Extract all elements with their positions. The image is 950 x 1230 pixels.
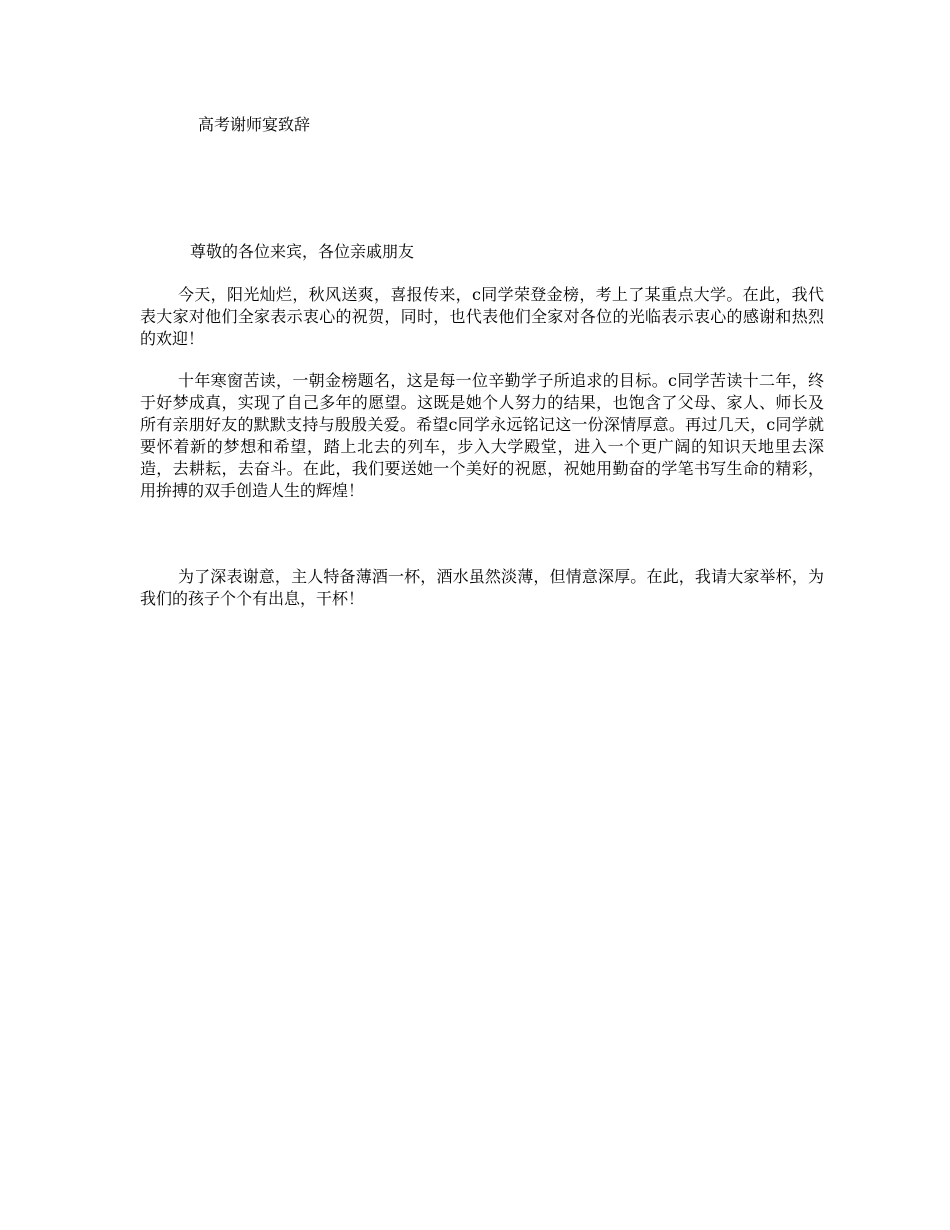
salutation: 尊敬的各位来宾，各位亲戚朋友 — [190, 242, 415, 261]
paragraph-1: 今天，阳光灿烂，秋风送爽，喜报传来，c同学荣登金榜，考上了某重点大学。在此，我代表大家对他们全家表示衷心的祝贺，同时，也代表他们全家对各位的光临表示衷心的感谢和热烈的欢迎！ — [140, 285, 824, 348]
paragraph-2: 十年寒窗苦读，一朝金榜题名，这是每一位辛勤学子所追求的目标。c同学苦读十二年，终于好梦成真，实现了自己多年的愿望。这既是她个人努力的结果，也饱含了父母、家人、师长及所有亲朋好友的默默支持与殷殷关爱。希望c同学永远铭记这一份深情厚意。再过几天，c同学就要怀着新的梦想和希望，踏上北去的列车，步入大学殿堂，进入一个更广阔的知识天地里去深造，去耕耘，去奋斗。在此，我们要送她一个美好的祝愿，祝她用勤奋的学笔书写生命的精彩，用拚搏的双手创造人生的辉煌！ — [140, 371, 824, 500]
document-title: 高考谢师宴致辞 — [198, 115, 311, 134]
paragraph-3: 为了深表谢意，主人特备薄酒一杯，酒水虽然淡薄，但情意深厚。在此，我请大家举杯，为我们的孩子个个有出息，干杯！ — [140, 567, 824, 608]
